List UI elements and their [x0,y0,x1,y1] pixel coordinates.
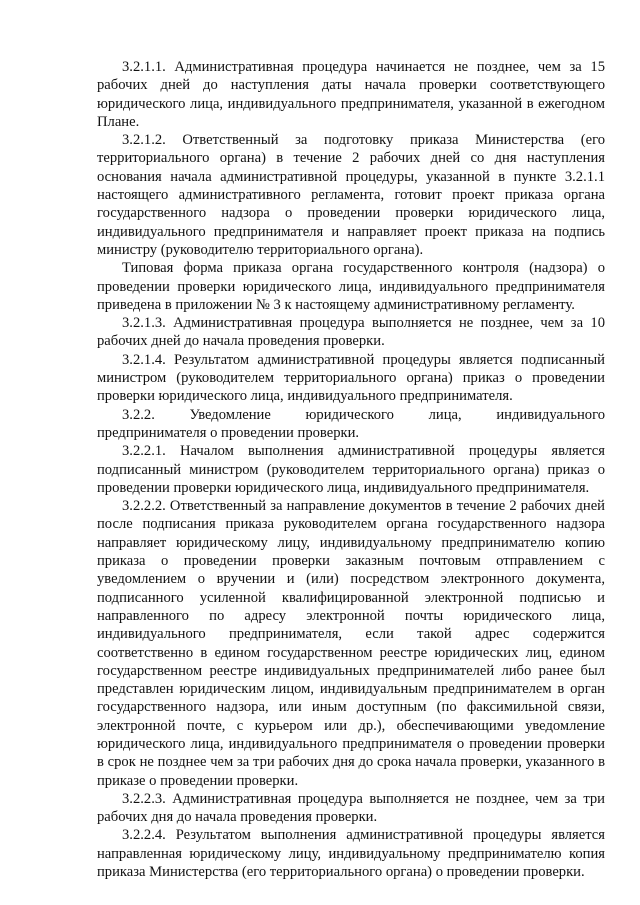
document-page [97,58,605,881]
heading-word-4: индивидуального [496,406,605,423]
heading-word-2: юридического [305,406,394,423]
paragraph-3-2-2-1: 3.2.2.1. Началом выполнения административной процедуры является подписанный министром (руководителем территориального органа) приказ о проведении проверки юридического лица, индивидуального предпринимателя. [97,443,605,496]
paragraph-3-2-1-4: 3.2.1.4. Результатом административной процедуры является подписанный министром (руководителем территориального органа) приказ о проведении проверки юридического лица, индивидуального предпринимателя. [97,351,605,405]
heading-3-2-2-first-line [97,406,605,424]
heading-3-2-2 [97,406,605,443]
paragraph-3-2-1-3: 3.2.1.3. Административная процедура выполняется не позднее, чем за 10 рабочих дней до начала проведения проверки. [97,315,605,350]
paragraph-3-2-1-1: 3.2.1.1. Административная процедура начинается не позднее, чем за 15 рабочих дней до наступления даты начала проверки соответствующего юридического лица, индивидуального предпринимателя, указанной в ежегодном Плане. [97,59,605,130]
heading-number: 3.2.2. [122,406,155,423]
paragraph-3-2-2-3: 3.2.2.3. Административная процедура выполняется не позднее, чем за три рабочих дня до начала проведения проверки. [97,790,605,826]
paragraph-3-2-2-2: 3.2.2.2. Ответственный за направление документов в течение 2 рабочих дней после подписания приказа руководителем органа государственного надзора направляет юридическому лицу, индивидуальному предпринимателю копию приказа о проведении проверки заказным почтовым отправлением с уведомлением о вручении и (или) посредством электронного документа, подписанного усиленной квалифицированной электронной подписью и направленного по адресу электронной почты юридического лица, индивидуального предпринимателя, если такой адрес содержится соответственно в едином государственном реестре юридических лиц, едином государственном реестре индивидуальных предпринимателей либо ранее был представлен юридическим лицом, индивидуальным предпринимателем в орган государственного надзора, или иным доступным (по факсимильной связи, электронной почте, с курьером или др.), обеспечивающими уведомление юридического лица, индивидуального предпринимателя о проведении проверки в срок не позднее чем за три рабочих дня до срока начала проверки, указанного в приказе о проведении проверки. [97,498,605,789]
paragraph-3-2-2-4: 3.2.2.4. Результатом выполнения административной процедуры является направленная юридическому лицу, индивидуальному предпринимателю копия приказа Министерства (его территориального органа) о проведении проверки. [97,827,605,881]
heading-word-3: лица, [428,406,462,423]
heading-3-2-2-second-line: предпринимателя о проведении проверки. [97,424,360,441]
paragraph-3-2-1-2: 3.2.1.2. Ответственный за подготовку приказа Министерства (его территориального органа) в течение 2 рабочих дней со дня наступления основания начала административной процедуры, указанной в пункте 3.2.1.1 настоящего административного регламента, готовит проект приказа органа государственного надзора о проведении проверки юридического лица, индивидуального предпринимателя и направляет проект приказа на подпись министру (руководителю территориального органа). [97,132,605,258]
paragraph-typical-form: Типовая форма приказа органа государственного контроля (надзора) о проведении проверки юридического лица, индивидуального предпринимателя приведена в приложении № 3 к настоящему административному регламенту. [97,260,605,313]
heading-word-1: Уведомление [189,406,271,423]
